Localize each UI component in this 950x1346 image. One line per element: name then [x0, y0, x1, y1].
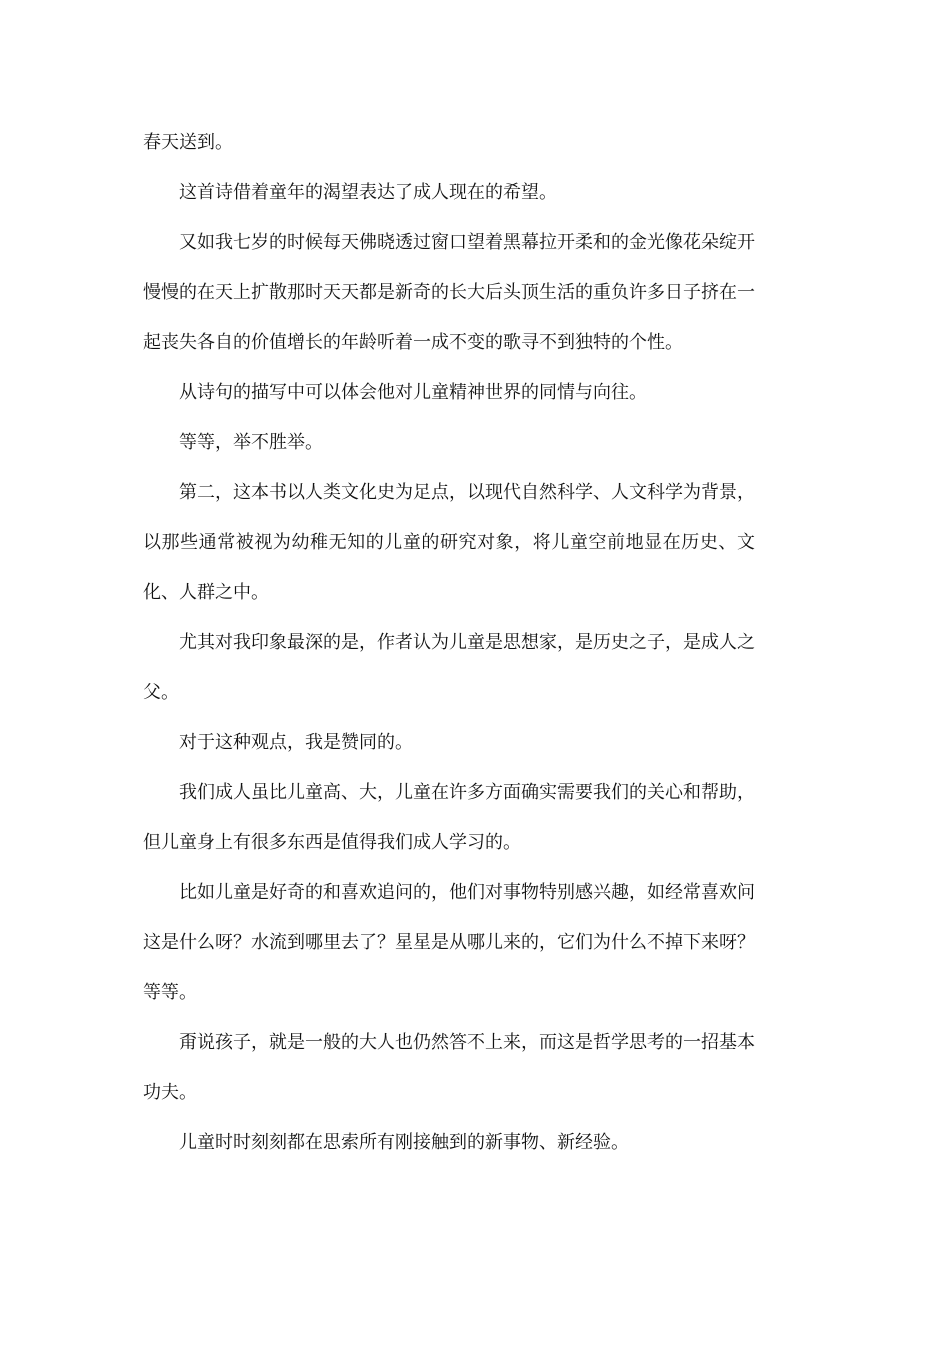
- paragraph-2: 这首诗借着童年的渴望表达了成人现在的希望。: [179, 182, 557, 203]
- paragraph-7: 尤其对我印象最深的是，作者认为儿童是思想家，是历史之子，是成人之父。: [143, 632, 755, 703]
- body-text: [143, 118, 755, 1168]
- paragraph-5: 等等，举不胜举。: [179, 432, 323, 453]
- paragraph-9: 我们成人虽比儿童高、大，儿童在许多方面确实需要我们的关心和帮助，但儿童身上有很多东西是值得我们成人学习的。: [143, 782, 755, 853]
- paragraph-4: 从诗句的描写中可以体会他对儿童精神世界的同情与向往。: [179, 382, 647, 403]
- paragraph-11: 甭说孩子，就是一般的大人也仍然答不上来，而这是哲学思考的一招基本功夫。: [143, 1032, 755, 1103]
- paragraph-1: 春天送到。: [143, 132, 233, 153]
- paragraph-3: 又如我七岁的时候每天佛晓透过窗口望着黑幕拉开柔和的金光像花朵绽开慢慢的在天上扩散那时天天都是新奇的长大后头顶生活的重负许多日子挤在一起丧失各自的价值增长的年龄听着一成不变的歌寻不到独特的个性。: [143, 232, 755, 353]
- paragraph-6: 第二，这本书以人类文化史为足点，以现代自然科学、人文科学为背景，以那些通常被视为幼稚无知的儿童的研究对象，将儿童空前地显在历史、文化、人群之中。: [143, 482, 755, 603]
- paragraph-10: 比如儿童是好奇的和喜欢追问的，他们对事物特别感兴趣，如经常喜欢问这是什么呀？水流到哪里去了？星星是从哪儿来的，它们为什么不掉下来呀？等等。: [143, 882, 755, 1003]
- paragraph-12: 儿童时时刻刻都在思索所有刚接触到的新事物、新经验。: [179, 1132, 629, 1153]
- paragraph-8: 对于这种观点，我是赞同的。: [179, 732, 413, 753]
